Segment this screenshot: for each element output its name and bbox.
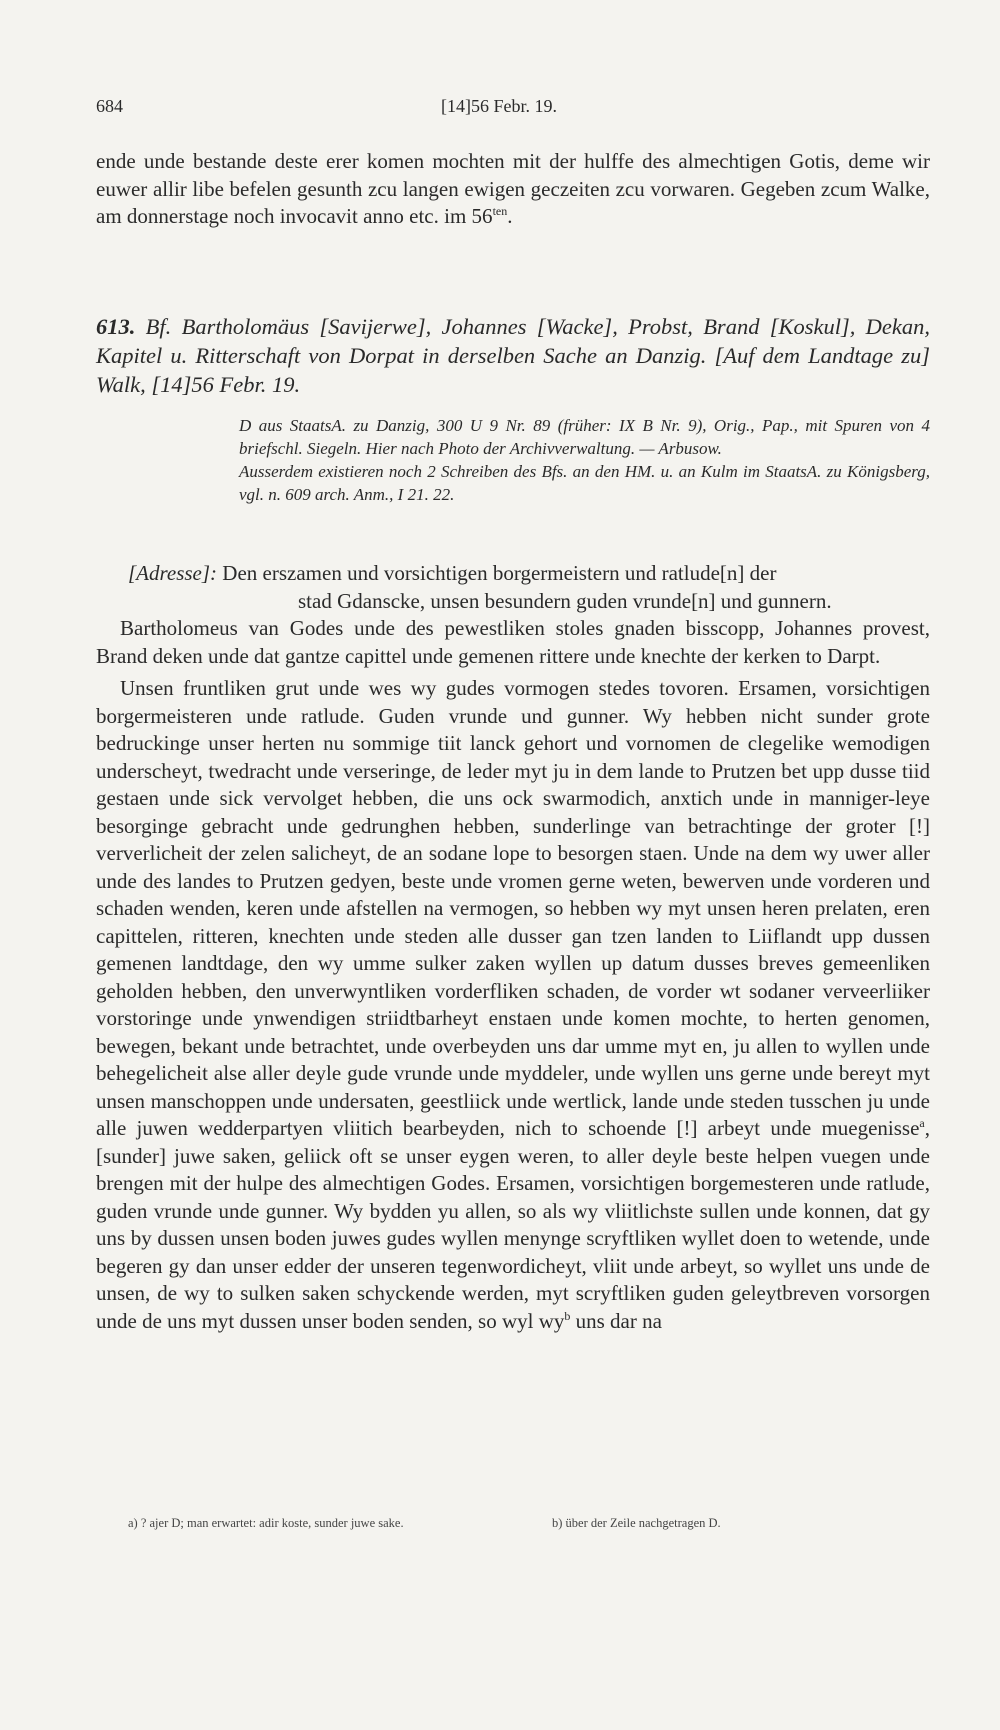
address-line-1: [Adresse]: Den erszamen und vorsichtigen borgermeistern und ratlude[n] der [128,561,777,585]
superscript-ten: ten [492,204,508,218]
footnotes [128,1516,928,1531]
document-heading [96,312,930,399]
page-number: 684 [96,96,123,116]
source-notes [239,414,930,506]
footnote-a: a) ? ajer D; man erwartet: adir koste, sunder juwe sake. [128,1516,404,1530]
previous-document-ending [96,148,930,231]
previous-text: ende unde bestande deste erer komen mochten mit der hulffe des almechtigen Gotis, deme wir euwer allir libe befelen gesunth zcu langen ewigen geczeiten zcu vorwaren. Gegeben zcum Walke, am donnerstage noch invocavit anno etc. im $56^{ten}$. [96,149,930,228]
footnote-marker-b: b [564,1308,571,1323]
source-note-1: D aus StaatsA. zu Danzig, 300 U 9 Nr. 89 (früher: IX B Nr. 9), Orig., Pap., mit Spuren von 4 briefschl. Siegeln. Hier nach Photo der Archivverwaltung. — Arbusow. [239,416,930,458]
page-header [96,96,904,120]
salutation-paragraph: Bartholomeus van Godes unde des pewestliken stoles gnaden bisscopp, Johannes provest, Brand deken unde dat gantze capittel unde gemenen rittere unde knechte der kerken to Darpt. [96,616,930,668]
letter-body [96,615,930,1335]
footnote-marker-a: a [919,1116,925,1130]
document-number: 613. [96,314,136,339]
source-note-2: Ausserdem existieren noch 2 Schreiben des Bfs. an den HM. u. an Kulm im StaatsA. zu Königsberg, vgl. n. 609 arch. Anm., I 21. 22. [239,462,930,504]
main-paragraph: Unsen fruntliken grut unde wes wy gudes vormogen stedes tovoren. Ersamen, vorsichtigen borgermeisteren unde ratlude. Guden vrunde und gunner. Wy hebben nicht sunder grote bedruckinge unser herten nu sommige tiit lanck gehort und vornomen de clegelike wemodigen underscheyt, twedracht unde verseringe, de leder myt ju in dem lande to Prutzen bet upp dusse tiid gestaen unde sick vervolget hebben, die uns ock swarmodich, anxtich unde in manniger-leye besorginge gebracht unde gedrunghen hebben, sunderlinge van betrachtinge der groter [!] ververlicheit der zelen salicheyt, de an sodane lope to besorgen staen. Unde na dem wy uwer aller unde des landes to Prutzen gedyen, beste unde vromen gerne weten, bewerven unde vorderen und schaden wenden, keren unde afstellen na vermogen, so hebben wy myt unsen heren prelaten, eren capittelen, ritteren, knechten unde steden alle dusser gan tzen landen to Liiflandt upp dussen gemenen landtdage, den wy umme sulker zaken wyllen up datum dusses breves gemeenliken geholden hebben, den unverwyntliken vorderfliken schaden, de vorder wt sodaner verveerliiker vorstoringe unde ynwendigen striidtbarheyt enstaen unde komen mochte, to herten genomen, bewegen, bekant unde betrachtet, unde overbeyden uns dar umme myt en, ju allen to wyllen unde behegelicheit alse aller deyle gude vrunde unde myddeler, unde wyllen uns gerne unde bereyt myt unsen manschoppen unde undersaten, geestliick unde wertlick, lande unde steden tusschen ju unde alle juwen wedderpartyen vliitich bearbeyden, nich to schoende [!] arbeyt unde muegenisse$^a$, [sunder] juwe saken, geliick oft se unser eygen weren, to aller deyle beste helpen vuegen unde brengen mit der hulpe des almechtigen Godes. Ersamen, vorsichtigen borgemesteren unde ratlude, guden vrunde unde gunner. Wy bydden yu allen, so als wy vliitlichste sullen unde konnen, dat gy uns by dussen unsen boden juwes gudes wyllen menynge scryftliken wyllet doen to wetende, unde begeren gy dan unser edder der unseren tegenwordicheyt, vliit unde arbeyt, so wyllet uns unde de unsen, de wy to sulken saken schyckende werden, myt scryftliken guden geleytbreven vorsorgen unde de uns myt dussen unser boden senden, so wyl $wy^b$ uns dar na [96,676,930,1333]
footnote-b: b) über der Zeile nachgetragen D. [552,1516,721,1530]
address-line-2: stad Gdanscke, unsen besundern guden vrunde[n] und gunnern. [298,589,832,613]
document-title: 613. Bf. Bartholomäus [Savijerwe], Johannes [Wacke], Probst, Brand [Koskul], Dekan, Kapitel u. Ritterschaft von Dorpat in derselben Sache an Danzig. [Auf dem Landtage zu] Walk, [14]56 Febr. 19. [96,314,931,397]
running-head: [14]56 Febr. 19. [441,96,557,116]
address-label: [Adresse]: [128,561,218,585]
address-block [96,559,930,615]
